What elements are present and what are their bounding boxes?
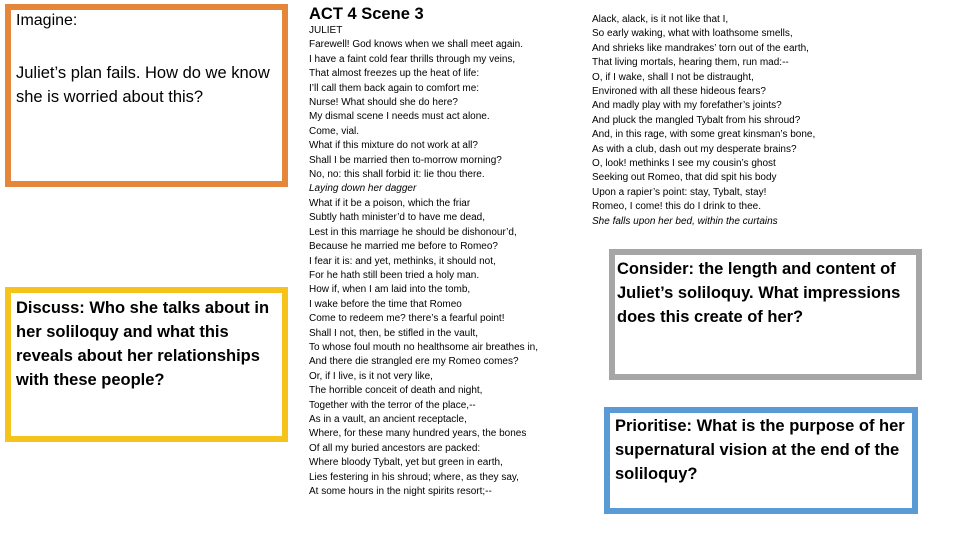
verse-line: Lies festering in his shroud; where, as they say, <box>309 471 519 483</box>
stage-direction: Laying down her dagger <box>309 183 417 195</box>
verse-line: So early waking, what with loathsome smells, <box>592 28 793 40</box>
verse-line: That almost freezes up the heat of life: <box>309 68 480 80</box>
verse-line: Shall I be married then to-morrow morning? <box>309 154 502 166</box>
verse-line: And pluck the mangled Tybalt from his shroud? <box>592 114 801 126</box>
verse-line: Alack, alack, is it not like that I, <box>592 14 729 25</box>
imagine-title: Imagine: <box>16 12 78 29</box>
verse-line: Subtly hath minister’d to have me dead, <box>309 212 486 224</box>
verse-line: My dismal scene I needs must act alone. <box>309 111 490 123</box>
verse-line: And, in this rage, with some great kinsman’s bone, <box>592 129 816 141</box>
verse-line: That living mortals, hearing them, run mad:-- <box>592 57 789 69</box>
verse-line: To whose foul mouth no healthsome air breathes in, <box>309 341 539 353</box>
verse-line: Come to redeem me? there’s a fearful point! <box>309 313 505 325</box>
verse-line: No, no: this shall forbid it: lie thou there. <box>309 169 485 181</box>
verse-line: Environed with all these hideous fears? <box>592 86 766 98</box>
verse-line: And there die strangled ere my Romeo comes? <box>309 356 519 368</box>
verse-line: What if this mixture do not work at all? <box>309 140 478 152</box>
scene-title: ACT 4 Scene 3 <box>309 5 424 23</box>
verse-line: Upon a rapier’s point: stay, Tybalt, stay! <box>592 186 767 198</box>
verse-line: Farewell! God knows when we shall meet again. <box>309 39 523 51</box>
soliloquy-column-2 <box>592 13 815 229</box>
verse-line: As with a club, dash out my desperate brains? <box>592 143 797 155</box>
verse-line: Come, vial. <box>309 125 360 137</box>
verse-line: How if, when I am laid into the tomb, <box>309 284 471 296</box>
verse-line: Of all my buried ancestors are packed: <box>309 442 481 454</box>
verse-line: Lest in this marriage he should be dishonour’d, <box>309 226 517 238</box>
verse-line: Romeo, I come! this do I drink to thee. <box>592 201 761 213</box>
verse-line: The horrible conceit of death and night, <box>309 385 483 397</box>
verse-line: Because he married me before to Romeo? <box>309 241 498 253</box>
verse-line: Shall I not, then, be stifled in the vault, <box>309 327 478 339</box>
verse-line: At some hours in the night spirits resort;-- <box>309 486 492 497</box>
discuss-question: Discuss: Who she talks about in her soliloquy and what this reveals about her relationships with these people? <box>16 299 270 389</box>
verse-line: I’ll call them back again to comfort me: <box>309 82 480 94</box>
prioritise-question: Prioritise: What is the purpose of her supernatural vision at the end of the soliloquy? <box>615 417 905 483</box>
consider-question: Consider: the length and content of Juliet’s soliloquy. What impressions does this create of her? <box>617 260 901 326</box>
verse-line: Where, for these many hundred years, the bones <box>309 428 527 440</box>
stage-direction: She falls upon her bed, within the curtains <box>592 215 778 227</box>
verse-line: I have a faint cold fear thrills through my veins, <box>309 53 516 65</box>
verse-line: I fear it is: and yet, methinks, it should not, <box>309 255 496 267</box>
verse-line: As in a vault, an ancient receptacle, <box>309 413 467 425</box>
verse-line: Nurse! What should she do here? <box>309 97 458 109</box>
verse-line: I wake before the time that Romeo <box>309 298 462 310</box>
verse-line: And shrieks like mandrakes’ torn out of the earth, <box>592 42 809 54</box>
verse-line: O, look! methinks I see my cousin’s ghost <box>592 158 776 170</box>
verse-line: JULIET <box>309 25 343 36</box>
verse-line: Where bloody Tybalt, yet but green in earth, <box>309 457 503 469</box>
verse-line: For he hath still been tried a holy man. <box>309 269 480 281</box>
verse-line: And madly play with my forefather’s joints? <box>592 100 782 112</box>
soliloquy-column-1 <box>309 24 538 499</box>
verse-line: Seeking out Romeo, that did spit his body <box>592 172 777 184</box>
verse-line: Together with the terror of the place,-- <box>309 399 476 411</box>
verse-line: What if it be a poison, which the friar <box>309 197 471 209</box>
verse-line: Or, if I live, is it not very like, <box>309 370 433 382</box>
verse-line: O, if I wake, shall I not be distraught, <box>592 71 754 83</box>
imagine-question: Juliet’s plan fails. How do we know she is worried about this? <box>16 64 270 106</box>
